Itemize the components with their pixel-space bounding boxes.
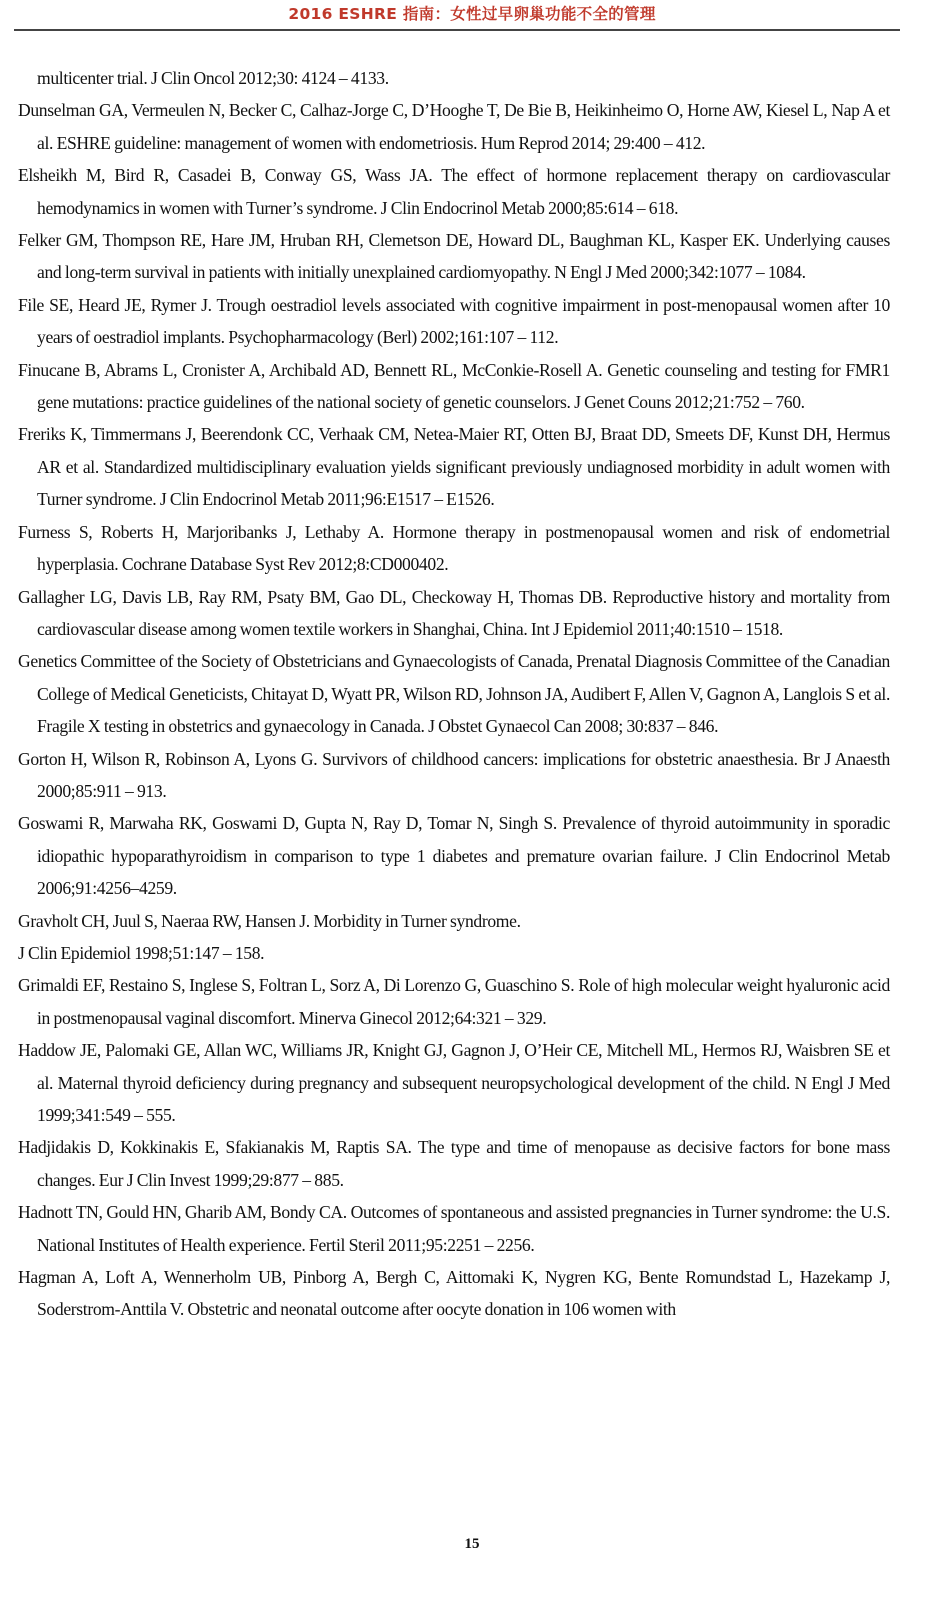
reference-entry: Goswami R, Marwaha RK, Goswami D, Gupta N, Ray D, Tomar N, Singh S. Prevalence of thyroid autoimmunity in sporadic idiopathic hypoparathyroidism in comparison to type 1 diabetes and premature ovarian failure. J Clin Endocrinol Metab 2006;91:4256–4259.: [18, 813, 890, 899]
reference-entry: Furness S, Roberts H, Marjoribanks J, Lethaby A. Hormone therapy in postmenopausal women and risk of endometrial hyperplasia. Cochrane Database Syst Rev 2012;8:CD000402.: [18, 521, 890, 575]
reference-entry: File SE, Heard JE, Rymer J. Trough oestradiol levels associated with cognitive impairment in post-menopausal women after 10 years of oestradiol implants. Psychopharmacology (Berl) 2002;161:107 – 112.: [18, 294, 890, 348]
reference-entry: Hadnott TN, Gould HN, Gharib AM, Bondy CA. Outcomes of spontaneous and assisted pregnancies in Turner syndrome: the U.S. National Institutes of Health experience. Fertil Steril 2011;95:2251 – 2256.: [18, 1202, 890, 1255]
reference-entry: Freriks K, Timmermans J, Beerendonk CC, Verhaak CM, Netea-Maier RT, Otten BJ, Braat DD, Smeets DF, Kunst DH, Hermus AR et al. Standardized multidisciplinary evaluation yields significant previously undiagnosed morbidity in adult women with Turner syndrome. J Clin Endocrinol Metab 2011;96:E1517 – E1526.: [18, 424, 890, 510]
reference-entry: Dunselman GA, Vermeulen N, Becker C, Calhaz-Jorge C, D’Hooghe T, De Bie B, Heikinheimo O, Horne AW, Kiesel L, Nap A et al. ESHRE guideline: management of women with endometriosis. Hum Reprod 2014; 29:400 – 412.: [18, 100, 890, 153]
reference-entry: Gravholt CH, Juul S, Naeraa RW, Hansen J. Morbidity in Turner syndrome.: [18, 910, 521, 931]
reference-list: [18, 62, 890, 1326]
page-number: 15: [464, 1536, 480, 1552]
reference-entry: Elsheikh M, Bird R, Casadei B, Conway GS, Wass JA. The effect of hormone replacement therapy on cardiovascular hemodynamics in women with Turner’s syndrome. J Clin Endocrinol Metab 2000;85:614 – 618.: [18, 165, 890, 218]
reference-entry: Haddow JE, Palomaki GE, Allan WC, Williams JR, Knight GJ, Gagnon J, O’Heir CE, Mitchell ML, Hermos RJ, Waisbren SE et al. Maternal thyroid deficiency during pregnancy and subsequent neuropsychological development of the child. N Engl J Med 1999;341:549 – 555.: [18, 1040, 890, 1125]
reference-entry: Felker GM, Thompson RE, Hare JM, Hruban RH, Clemetson DE, Howard DL, Baughman KL, Kasper EK. Underlying causes and long-term survival in patients with initially unexplained cardiomyopathy. N Engl J Med 2000;342:1077 – 1084.: [18, 230, 890, 283]
reference-entry: Finucane B, Abrams L, Cronister A, Archibald AD, Bennett RL, McConkie-Rosell A. Genetic counseling and testing for FMR1 gene mutations: practice guidelines of the national society of genetic counselors. J Genet Couns 2012;21:752 – 760.: [18, 359, 890, 413]
reference-entry: Hadjidakis D, Kokkinakis E, Sfakianakis M, Raptis SA. The type and time of menopause as decisive factors for bone mass changes. Eur J Clin Invest 1999;29:877 – 885.: [18, 1137, 890, 1190]
reference-entry: Hagman A, Loft A, Wennerholm UB, Pinborg A, Bergh C, Aittomaki K, Nygren KG, Bente Romundstad L, Hazekamp J, Soderstrom-Anttila V. Obstetric and neonatal outcome after oocyte donation in 106 women with: [18, 1267, 890, 1320]
reference-entry: Gallagher LG, Davis LB, Ray RM, Psaty BM, Gao DL, Checkoway H, Thomas DB. Reproductive history and mortality from cardiovascular disease among women textile workers in Shanghai, China. Int J Epidemiol 2011;40:1510 – 1518.: [18, 586, 890, 639]
header-divider: [14, 29, 900, 31]
reference-entry: J Clin Epidemiol 1998;51:147 – 158.: [18, 942, 265, 963]
page-header-title: 2016 ESHRE 指南：女性过早卵巢功能不全的管理: [288, 5, 656, 23]
reference-entry: Gorton H, Wilson R, Robinson A, Lyons G. Survivors of childhood cancers: implications for obstetric anaesthesia. Br J Anaesth 2000;85:911 – 913.: [18, 748, 890, 801]
reference-entry: Genetics Committee of the Society of Obstetricians and Gynaecologists of Canada, Prenatal Diagnosis Committee of the Canadian College of Medical Geneticists, Chitayat D, Wyatt PR, Wilson RD, Johnson JA, Audibert F, Allen V, Gagnon A, Langlois S et al. Fragile X testing in obstetrics and gynaecology in Canada. J Obstet Gynaecol Can 2008; 30:837 – 846.: [18, 651, 890, 737]
reference-entry: multicenter trial. J Clin Oncol 2012;30: 4124 – 4133.: [37, 68, 389, 88]
reference-entry: Grimaldi EF, Restaino S, Inglese S, Foltran L, Sorz A, Di Lorenzo G, Guaschino S. Role of high molecular weight hyaluronic acid in postmenopausal vaginal discomfort. Minerva Ginecol 2012;64:321 – 329.: [18, 975, 890, 1028]
